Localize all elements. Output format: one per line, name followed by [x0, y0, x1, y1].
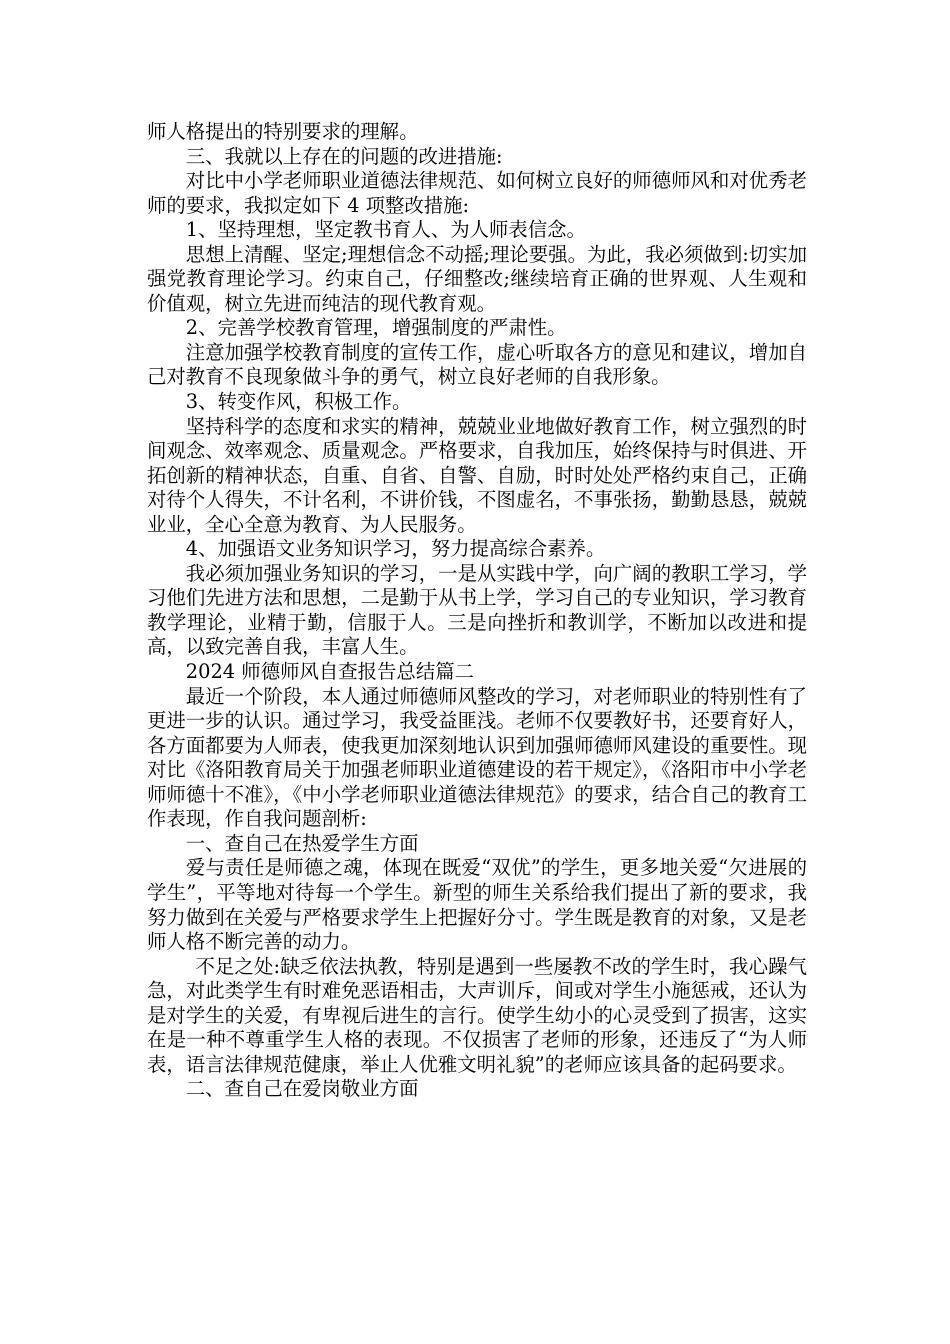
paragraph-shortcomings: 不足之处:缺乏依法执教，特别是遇到一些屡教不改的学生时，我心躁气急，对此类学生有时难免恶语相击，大声训斥，间或对学生小施惩戒，还认为是对学生的关爱，有卑视后进生的言行。使学生幼小的心灵受到了损害，这实在是一种不尊重学生人格的表现。不仅损害了老师的形象，还违反了“为人师表，语言法律规范健康，举止人优雅文明礼貌”的老师应该具备的起码要求。 [147, 954, 807, 1076]
section-heading-dedication: 二、查自己在爱岗敬业方面 [185, 1077, 419, 1101]
paragraph-measure-1: 思想上清醒、坚定;理想信念不动摇;理论要强。为此，我必须做到:切实加强党教育理论学习。约束自己，仔细整改;继续培育正确的世界观、人生观和价值观，树立先进而纯洁的现代教育观。 [147, 242, 807, 315]
paragraph-love-students: 爱与责任是师德之魂，体现在既爱“双优”的学生，更多地关爱“欠进展的学生”，平等地对待每一个学生。新型的师生关系给我们提出了新的要求，我努力做到在关爱与严格要求学生上把握好分寸。学生既是教育的对象，又是老师人格不断完善的动力。 [147, 856, 807, 954]
paragraph-continuation: 师人格提出的特别要求的理解。 [147, 120, 419, 143]
document-page [147, 120, 807, 1102]
section-heading-love-students: 一、查自己在热爱学生方面 [185, 831, 419, 855]
section-heading-improvement-measures: 三、我就以上存在的问题的改进措施: [185, 144, 503, 168]
paragraph-measures-intro: 对比中小学老师职业道德法律规范、如何树立良好的师德师风和对优秀老师的要求，我拟定如下 4 项整改措施: [147, 169, 807, 217]
measure-heading-4: 4、加强语文业务知识学习，努力提高综合素养。 [185, 537, 606, 561]
measure-heading-1: 1、坚持理想，坚定教书育人、为人师表信念。 [185, 218, 586, 242]
measure-heading-3: 3、转变作风，积极工作。 [185, 390, 412, 414]
paragraph-measure-2: 注意加强学校教育制度的宣传工作，虚心听取各方的意见和建议，增加自己对教育不良现象做斗争的勇气，树立良好老师的自我形象。 [147, 340, 807, 389]
paragraph-measure-4: 我必须加强业务知识的学习，一是从实践中学，向广阔的教职工学习，学习他们先进方法和思想，二是勤于从书上学，学习自己的专业知识，学习教育教学理论，业精于勤，信服于人。三是向挫折和教训学，不断加以改进和提高，以致完善自我，丰富人生。 [147, 561, 807, 659]
article-title-part-two: 2024 师德师风自查报告总结篇二 [185, 660, 474, 684]
paragraph-measure-3: 坚持科学的态度和求实的精神，兢兢业业地做好教育工作，树立强烈的时间观念、效率观念、质量观念。严格要求，自我加压，始终保持与时俱进、开拓创新的精神状态，自重、自省、自警、自励，时时处处严格约束自己，正确对待个人得失，不计名利，不讲价钱，不图虚名，不事张扬，勤勤恳恳，兢兢业业，全心全意为教育、为人民服务。 [147, 414, 807, 536]
paragraph-part-two-intro: 最近一个阶段，本人通过师德师风整改的学习，对老师职业的特别性有了更进一步的认识。通过学习，我受益匪浅。老师不仅要教好书，还要育好人，各方面都要为人师表，使我更加深刻地认识到加强师德师风建设的重要性。现对比《洛阳教育局关于加强老师职业道德建设的若干规定》，《洛阳市中小学老师师德十不准》，《中小学老师职业道德法律规范》的要求，结合自己的教育工作表现，作自我问题剖析: [147, 684, 807, 831]
measure-heading-2: 2、完善学校教育管理，增强制度的严肃性。 [185, 316, 567, 340]
